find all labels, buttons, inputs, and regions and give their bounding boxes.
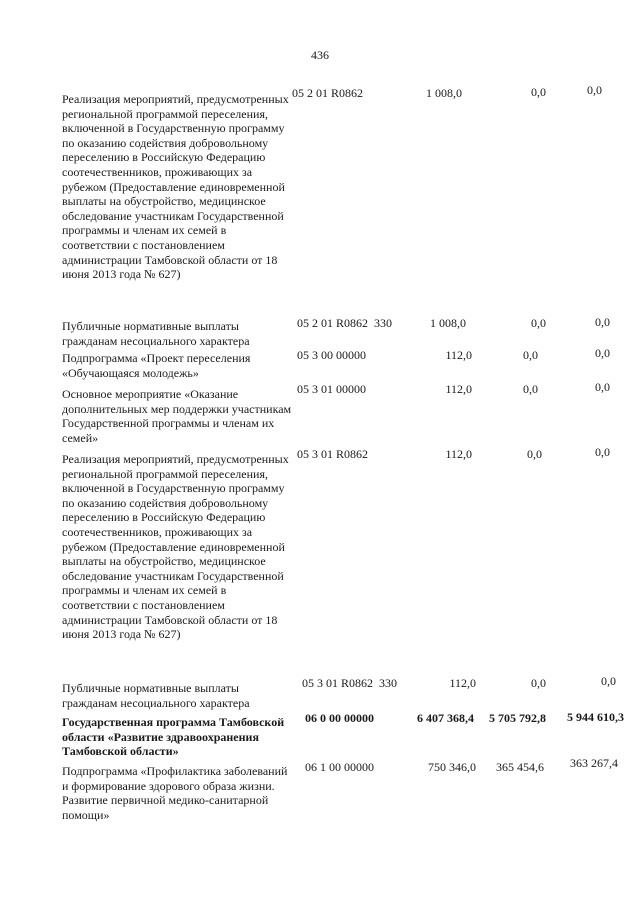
row-code: 05 3 01 R0862 330 xyxy=(302,676,398,690)
row-description: Публичные нормативные выплаты гражданам несоциального характера xyxy=(62,319,250,348)
row-value-1: 750 346,0 xyxy=(428,760,476,774)
row-description: Подпрограмма «Проект переселения «Обучающаяся молодежь» xyxy=(62,351,251,380)
row-value-2: 0,0 xyxy=(527,447,542,461)
row-value-1: 1 008,0 xyxy=(426,86,462,100)
row-value-1: 112,0 xyxy=(445,348,472,362)
row-value-3: 0,0 xyxy=(587,83,602,97)
row-description: Реализация мероприятий, предусмотренных региональной программой переселения, включенной в Государственную программу по оказанию содействия добровольному переселению в Российскую Федерацию соотечественников, проживающих за рубежом (Предоставление единовременной выплаты на обустройство, медицинское обследование участникам Государственной программы и членам их семей в соответствии с постановлением администрации Тамбовской области от 18 июня 2013 года № 627) xyxy=(62,92,289,282)
row-description: Основное мероприятие «Оказание дополнительных мер поддержки участникам Государственной программы и членам их семей» xyxy=(62,387,292,445)
row-value-1: 112,0 xyxy=(445,447,472,461)
row-description: Государственная программа Тамбовской области «Развитие здравоохранения Тамбовской области» xyxy=(62,715,285,759)
row-value-1: 112,0 xyxy=(449,676,476,690)
page-number: 436 xyxy=(311,48,329,62)
row-value-3: 0,0 xyxy=(601,674,616,688)
row-code: 05 3 01 R0862 xyxy=(297,447,369,461)
row-value-1: 112,0 xyxy=(445,382,472,396)
row-value-2: 0,0 xyxy=(531,85,546,99)
row-value-3: 363 267,4 xyxy=(570,756,618,770)
row-code: 05 3 00 00000 xyxy=(297,348,366,362)
row-value-2: 0,0 xyxy=(531,676,546,690)
row-value-3: 0,0 xyxy=(595,346,610,360)
row-value-2: 365 454,6 xyxy=(496,760,544,774)
row-value-1: 1 008,0 xyxy=(430,316,466,330)
row-description: Публичные нормативные выплаты гражданам несоциального характера xyxy=(62,681,250,710)
row-description: Реализация мероприятий, предусмотренных региональной программой переселения, включенной в Государственную программу по оказанию содействия добровольному переселению в Российскую Федерацию соотечественников, проживающих за рубежом (Предоставление единовременной выплаты на обустройство, медицинское обследование участникам Государственной программы и членам их семей в соответствии с постановлением администрации Тамбовской области от 18 июня 2013 года № 627) xyxy=(62,452,289,642)
row-value-3: 0,0 xyxy=(595,315,610,329)
row-value-2: 5 705 792,8 xyxy=(489,711,546,725)
row-code: 05 2 01 R0862 330 xyxy=(297,316,393,330)
row-description: Подпрограмма «Профилактика заболеваний и формирование здорового образа жизни. Развитие первичной медико-санитарной помощи» xyxy=(62,764,288,822)
row-value-2: 0,0 xyxy=(523,382,538,396)
row-value-3: 0,0 xyxy=(595,380,610,394)
row-value-3: 0,0 xyxy=(595,445,610,459)
row-value-2: 0,0 xyxy=(523,348,538,362)
row-code: 05 3 01 00000 xyxy=(297,382,366,396)
row-value-1: 6 407 368,4 xyxy=(417,711,474,725)
row-code: 05 2 01 R0862 xyxy=(292,86,364,100)
row-code: 06 1 00 00000 xyxy=(305,760,374,774)
row-code: 06 0 00 00000 xyxy=(305,711,374,725)
row-value-3: 5 944 610,3 xyxy=(567,710,624,724)
row-value-2: 0,0 xyxy=(531,316,546,330)
